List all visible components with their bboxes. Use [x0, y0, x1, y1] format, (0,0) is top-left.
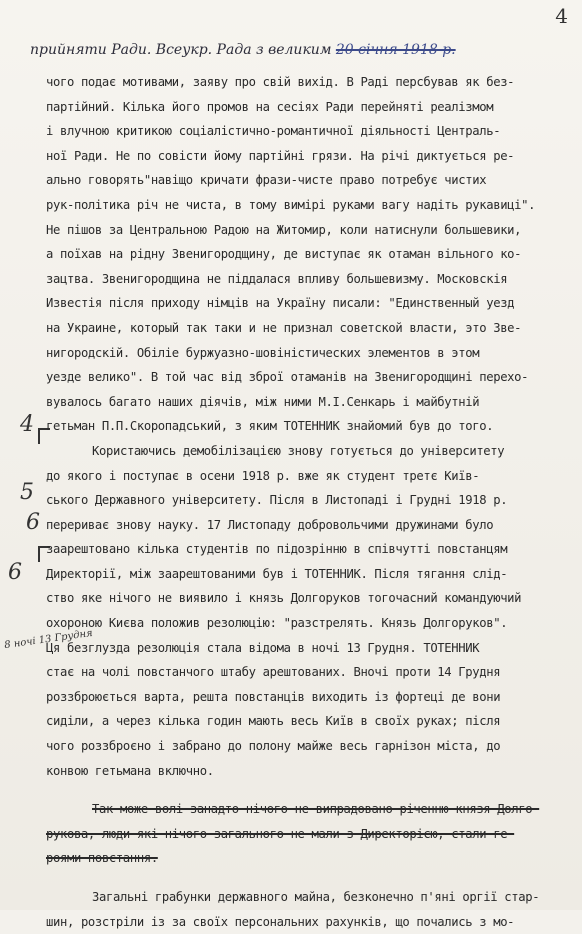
text-line: партійний. Кілька його промов на сесіях Ради перейняті реалізмом	[46, 99, 494, 114]
handwritten-header-date: 20 січня 1918 р.	[335, 42, 456, 58]
text-line-struck: рукова, люди які нічого загального не мали з Директорією, стали ге-	[46, 826, 515, 841]
text-line: чого роззброєно і забрано до полону майже весь гарнізон міста, до	[46, 739, 501, 754]
text-line: Загальні грабунки державного майна, безконечно п'яні оргії стар-	[92, 890, 540, 904]
text-line: сиділи, а через кілька годин мають весь Київ в своїх руках; після	[46, 714, 501, 729]
text-line: шин, розстріли із за своїх персональних рахунків, що почались з мо-	[46, 914, 515, 929]
handwritten-header-text: прийняти Ради. Всеукр. Рада з великим	[30, 42, 332, 58]
text-line: до якого і поступає в осени 1918 р. вже як студент третє Київ-	[46, 468, 480, 483]
text-line: конвою гетьмана включно.	[46, 763, 214, 778]
text-line: уезде велико". В той час від зброї отаманів на Звенигородщині перехо-	[46, 370, 529, 385]
text-line: Ця безглузда резолюція стала відома в ночі 13 Грудня. ТОТЕННИК	[46, 640, 480, 655]
text-line: і влучною критикою соціалістично-романтичної діяльності Централь-	[46, 124, 501, 139]
text-line: чого подає мотивами, заяву про свій вихід. В Раді персбував як без-	[46, 75, 515, 89]
margin-mark-2: 5	[20, 480, 34, 505]
text-line-struck: роями повстання.	[46, 851, 158, 866]
margin-mark-3: 6	[26, 510, 40, 535]
text-line: вувалось багато наших діячів, між ними М.І.Сенкарь і майбутній	[46, 394, 480, 409]
text-line: стає на чолі повстанчого штабу арештованих. Вночі проти 14 Грудня	[46, 665, 501, 680]
text-line: охороною Києва положив резолюцію: "разстрелять. Князь Долгоруков".	[46, 616, 508, 631]
text-line: Користаючись демобілізацією знову готується до університету	[92, 443, 505, 458]
text-line: гетьман П.П.Скоропадський, з яким ТОТЕННИК знайомий був до того.	[46, 419, 494, 434]
margin-note: 8 ночі 13 Грудня	[3, 627, 94, 652]
margin-mark-4: 6	[8, 560, 22, 585]
margin-mark-1: 4	[20, 412, 34, 437]
text-line: рук-політика річ не чиста, в тому вимірі руками вагу надіть рукавиці".	[46, 197, 536, 212]
text-line: на Украинe, который так таки и не признал советской власти, это Зве-	[46, 320, 522, 335]
text-line: ально говорять"навіщо кричати фрази-чисте право потребує чистих	[46, 173, 487, 188]
text-line-struck: Так може волі занадто нічого не випрадовано річенню князя Долго-	[92, 802, 540, 817]
text-line: Известія після приходу німців на Україну писали: "Единственный уезд	[46, 296, 515, 311]
text-line: заарештовано кілька студентів по підозрінню в співчутті повстанцям	[46, 542, 508, 557]
text-line: ського Державного університету. Після в Листопаді і Грудні 1918 р.	[46, 493, 508, 508]
handwritten-header	[30, 42, 565, 58]
text-line: Не пішов за Центральною Радою на Житомир, коли натиснули большевики,	[46, 222, 522, 237]
text-line: перериває знову науку. 17 Листопаду добровольчими дружинами було	[46, 517, 494, 532]
page-number: 4	[555, 4, 568, 28]
text-line: зацтва. Звенигородщина не піддалася впливу большевизму. Московскія	[46, 271, 508, 286]
text-line: а поїхав на рідну Звенигородщину, де виступає як отаман вільного ко-	[46, 247, 522, 262]
paragraph-gap	[46, 783, 576, 797]
text-line: Директорії, між заарештованими був і ТОТЕННИК. Після тягання слід-	[46, 566, 508, 581]
text-line: ної Ради. Не по совісти йому партійні грязи. На річі диктується ре-	[46, 148, 515, 163]
typed-text	[46, 70, 576, 934]
text-line: роззброюється варта, решта повстанців виходить із фортеці де вони	[46, 689, 501, 704]
text-line: нигородскій. Обіліе буржуазно-шовіністических элементов в этом	[46, 345, 480, 360]
text-line: ство яке нічого не виявило і князь Долгоруков тогочасний командуючий	[46, 591, 522, 606]
paragraph-gap	[46, 871, 576, 885]
